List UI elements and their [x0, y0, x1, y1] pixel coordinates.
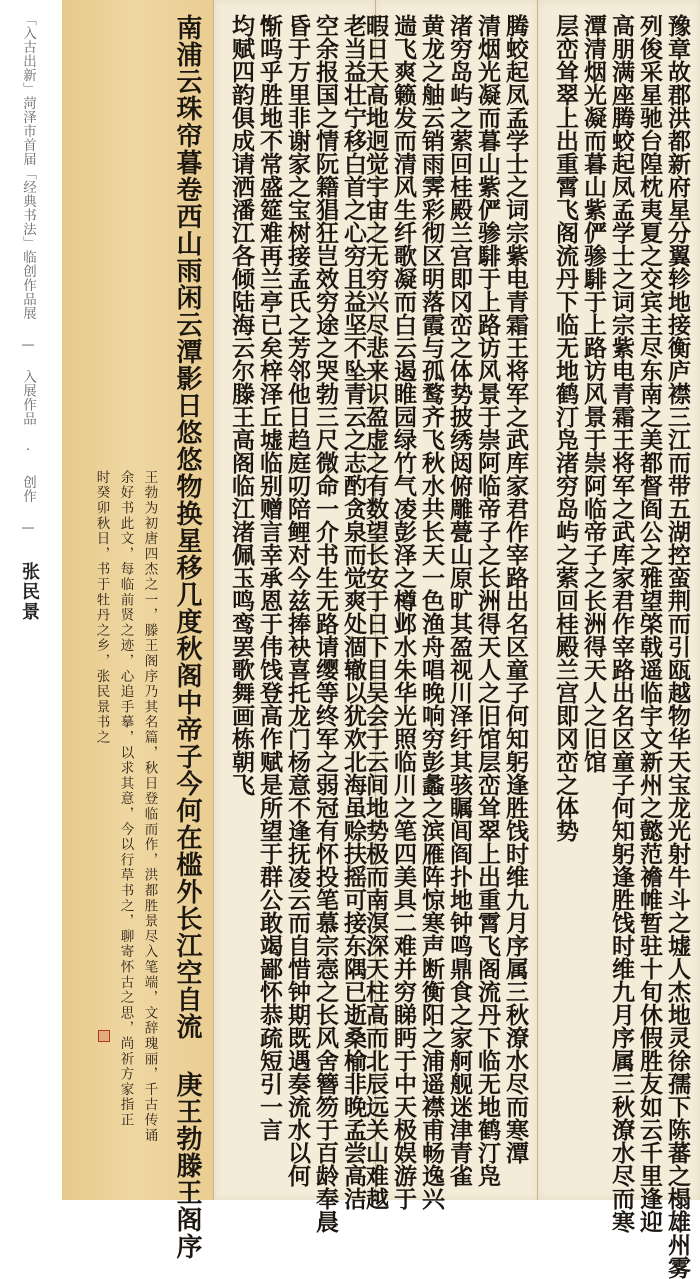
artist-name: 张民景 [19, 562, 40, 622]
red-seal-stamp [98, 1030, 110, 1042]
calligraphy-column: 潭清烟光凝而暮山紫俨骖騑于上路访风景于崇阿临帝子之长洲得天人之旧馆 [580, 14, 607, 773]
calligraphy-column: 遄飞爽籁发而清风生纤歌凝而白云遏睢园绿竹气凌彭泽之樽邺水朱华光照临川之笔四美具二难并穷睇眄于中天极娱游于 [390, 14, 417, 1210]
calligraphy-column: 老当益壮宁移白首之心穷且益坚不坠青云之志酌贪泉而觉爽处涸辙以犹欢北海虽赊扶摇可接东隅已逝桑榆非晚孟尝高洁 [340, 14, 367, 1210]
caption-strip [0, 0, 62, 1200]
calligraphy-column: 清烟光凝而暮山紫俨骖騑于上路访风景于崇阿临帝子之长洲得天人之旧馆层峦耸翠上出重霄飞阁流丹下临无地鹤汀凫 [474, 14, 501, 1187]
calligraphy-panel-3 [362, 0, 538, 1210]
calligraphy-column: 昏于万里非谢家之宝树接孟氏之芳邻他日趋庭叨陪鲤对今兹捧袂喜托龙门杨意不逢抚凌云而自惜钟期既遇奏流水以何 [284, 14, 311, 1187]
calligraphy-column: 空余报国之情阮籍猖狂岂效穷途之哭勃三尺微命一介书生无路请缨等终军之弱冠有怀投笔慕宗悫之长风舍簪笏于百龄奉晨 [312, 14, 339, 1233]
inscription-title-column: 南浦云珠帘暮卷西山雨闲云潭影日悠悠物换星移几度秋阁中帝子今何在槛外长江空自流 庚王勃滕王阁序 [172, 14, 202, 1260]
exhibition-caption: 「入古出新」菏泽市首届「经典书法」临创作品展 — 入展作品 · 创作 — [20, 12, 36, 536]
inscription-note-column: 余好书此文，每临前贤之迹，心追手摹，以求其意，今以行草书之，聊寄怀古之思，尚祈方家指正 [117, 470, 134, 1128]
calligraphy-column: 层峦耸翠上出重霄飞阁流丹下临无地鹤汀凫渚穷岛屿之萦回桂殿兰宫即冈峦之体势 [552, 14, 579, 842]
calligraphy-column: 暇日天高地迥觉宇宙之无穷兴尽悲来识盈虚之有数望长安于日下目吴会于云间地势极而南溟深天柱高而北辰远关山难越 [362, 14, 389, 1210]
inscription-note-column: 王勃为初唐四杰之一，滕王阁序乃其名篇，秋日登临而作，洪都胜景尽入笔端，文辞瑰丽，千古传诵 [141, 470, 158, 1144]
calligraphy-panel-4 [538, 0, 700, 1279]
inscription-panel [62, 0, 214, 1260]
calligraphy-column: 黄龙之舳云销雨霁彩彻区明落霞与孤鹜齐飞秋水共长天一色渔舟唱晚响穷彭蠡之滨雁阵惊寒声断衡阳之浦遥襟甫畅逸兴 [418, 14, 445, 1210]
calligraphy-column: 渚穷岛屿之萦回桂殿兰宫即冈峦之体势披绣闼俯雕甍山原旷其盈视川泽纡其骇瞩闾阎扑地钟鸣鼎食之家舸舰迷津青雀 [446, 14, 473, 1187]
calligraphy-column: 均赋四韵俱成请洒潘江各倾陆海云尔滕王高阁临江渚佩玉鸣鸾罢歌舞画栋朝飞 [228, 14, 255, 796]
calligraphy-column: 豫章故郡洪都新府星分翼轸地接衡庐襟三江而带五湖控蛮荆而引瓯越物华天宝龙光射牛斗之墟人杰地灵徐孺下陈蕃之榻雄州雾 [664, 14, 691, 1279]
calligraphy-column: 腾蛟起凤孟学士之词宗紫电青霜王将军之武库家君作宰路出名区童子何知躬逢胜饯时维九月序属三秋潦水尽而寒潭 [502, 14, 529, 1164]
calligraphy-column: 惭呜乎胜地不常盛筵难再兰亭已矣梓泽丘墟临别赠言幸承恩于伟饯登高作赋是所望于群公敢竭鄙怀恭疏短引一言 [256, 14, 283, 1141]
inscription-note-column: 时癸卯秋日，书于牡丹之乡，张民景书之 [93, 470, 110, 746]
calligraphy-column: 高朋满座腾蛟起凤孟学士之词宗紫电青霜王将军之武库家君作宰路出名区童子何知躬逢胜饯时维九月序属三秋潦水尽而寒 [608, 14, 635, 1233]
calligraphy-column: 列俊采星驰台隍枕夷夏之交宾主尽东南之美都督阎公之雅望棨戟遥临宇文新州之懿范襜帷暂驻十旬休假胜友如云千里逢迎 [636, 14, 663, 1233]
calligraphy-panel-2 [214, 0, 376, 1233]
